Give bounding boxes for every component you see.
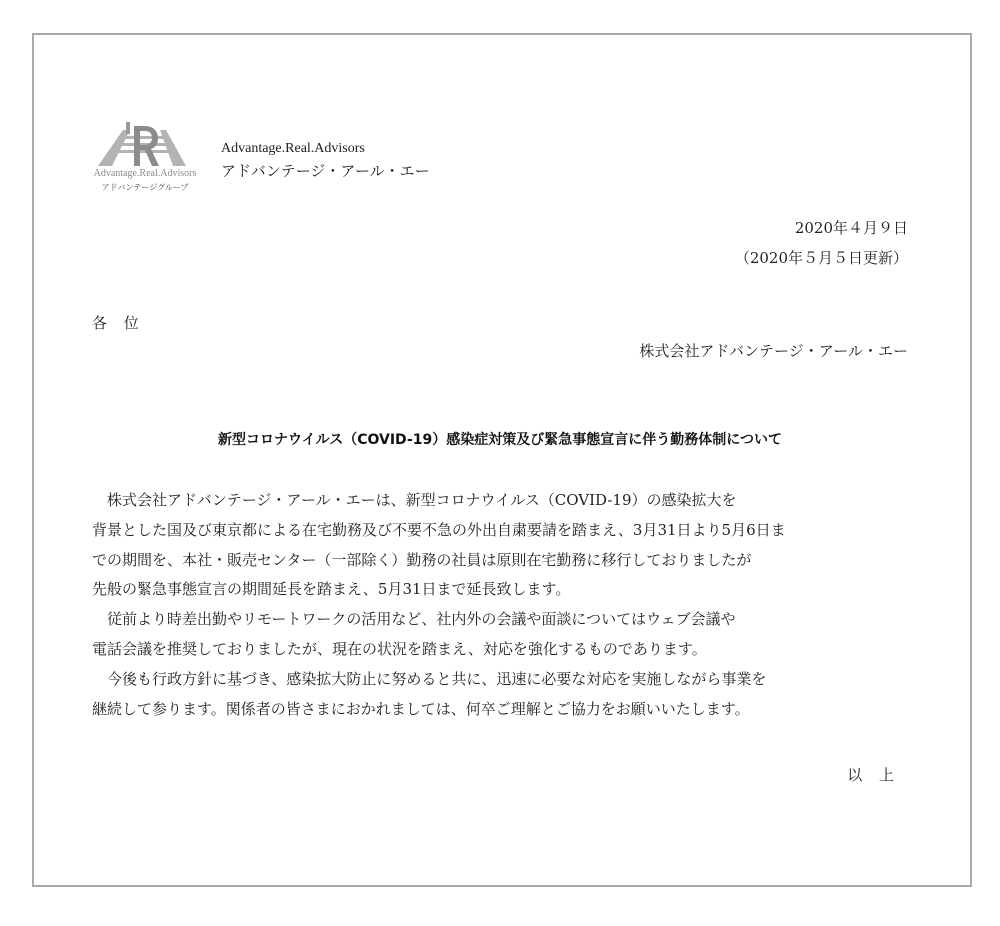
closing-remark: 以 上 [847, 766, 900, 784]
document-title: 新型コロナウイルス（COVID-19）感染症対策及び緊急事態宣言に伴う勤務体制について [218, 432, 782, 448]
body-line: 背景とした国及び東京都による在宅勤務及び不要不急の外出自粛要請を踏まえ、3月31日より5月6日ま [92, 520, 786, 539]
body-line: 株式会社アドバンテージ・アール・エーは、新型コロナウイルス（COVID-19）の感染拡大を [92, 491, 737, 509]
brand-name-jp: アドバンテージ・アール・エー [221, 162, 430, 180]
update-date: （2020年５月５日更新） [734, 249, 908, 267]
logo-subtitle-jp: アドバンテージグループ [101, 183, 189, 192]
sender: 株式会社アドバンテージ・アール・エー [639, 342, 908, 360]
body-line: 先般の緊急事態宣言の期間延長を踏まえ、5月31日まで延長致します。 [92, 580, 571, 599]
logo-subtitle-en: Advantage.Real.Advisors [93, 168, 197, 179]
body-line: 継続して参ります。関係者の皆さまにおかれましては、何卒ご理解とご協力をお願いいたします。 [92, 699, 750, 718]
body-line: 従前より時差出勤やリモートワークの活用など、社内外の会議や面談についてはウェブ会議や [92, 610, 736, 629]
body-line: 電話会議を推奨しておりましたが、現在の状況を踏まえ、対応を強化するものであります。 [92, 639, 707, 658]
brand-name-en: Advantage.Real.Advisors [221, 141, 365, 156]
issue-date: 2020年４月９日 [794, 219, 908, 237]
company-logo-icon [96, 122, 188, 168]
body-line: での期間を、本社・販売センター（一部除く）勤務の社員は原則在宅勤務に移行しておりましたが [92, 550, 752, 569]
body-line: 今後も行政方針に基づき、感染拡大防止に努めると共に、迅速に必要な対応を実施しながら事業を [92, 669, 767, 688]
recipient: 各 位 [92, 314, 145, 332]
document-body [92, 486, 908, 724]
